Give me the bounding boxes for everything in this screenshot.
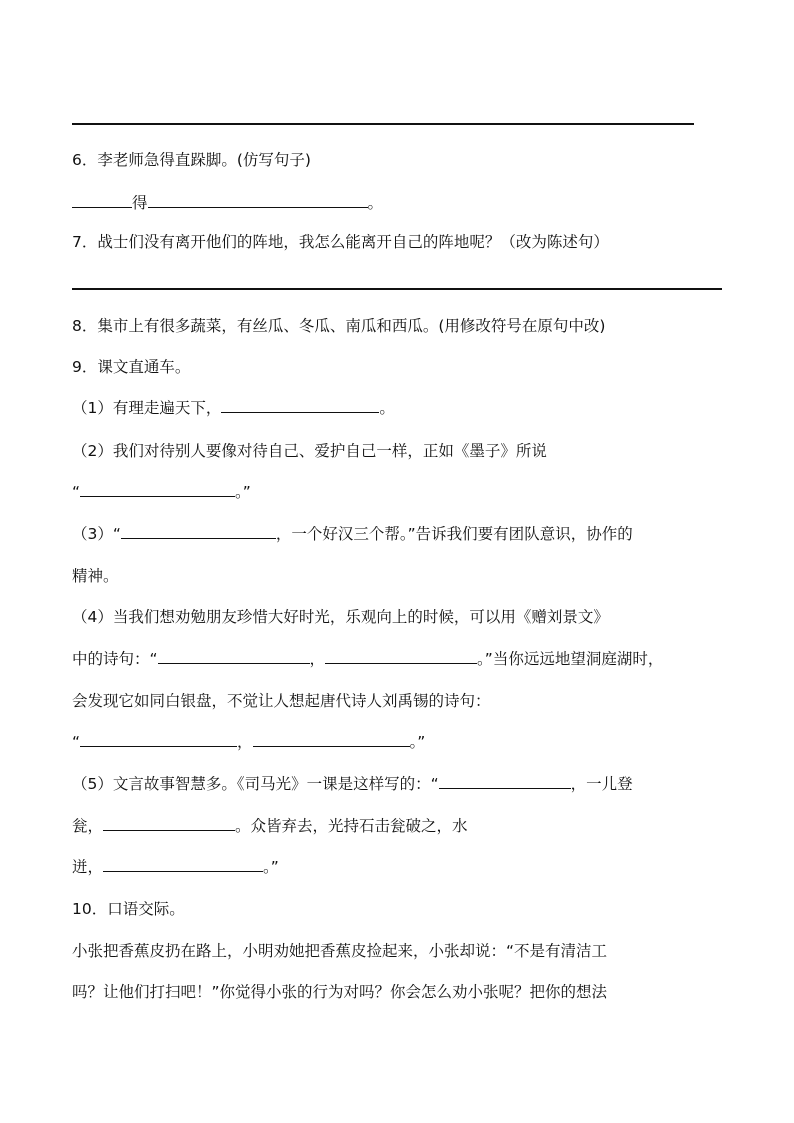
q9-s4-blank-3[interactable] — [80, 731, 237, 747]
q9-s2-blank[interactable] — [80, 481, 235, 497]
q9-s5-blank-1[interactable] — [439, 773, 571, 789]
q9-s3: （3）“ ，一个好汉三个帮。”告诉我们要有团队意识，协作的 — [72, 525, 633, 543]
q7-prompt: 7．战士们没有离开他们的阵地，我怎么能离开自己的阵地呢？（改为陈述句） — [72, 233, 609, 251]
answer-line-q5[interactable] — [72, 123, 694, 125]
q6-blank-2[interactable] — [148, 192, 368, 208]
q6-prompt: 6．李老师急得直跺脚。(仿写句子) — [72, 151, 311, 169]
q9-s4: （4）当我们想劝勉朋友珍惜大好时光，乐观向上的时候，可以用《赠刘景文》 — [72, 608, 609, 626]
q9-s3-blank[interactable] — [121, 523, 276, 539]
q9-s4-cont: 会发现它如同白银盘，不觉让人想起唐代诗人刘禹锡的诗句： — [72, 692, 491, 710]
q8-prompt: 8．集市上有很多蔬菜，有丝瓜、冬瓜、南瓜和西瓜。(用修改符号在原句中改) — [72, 317, 606, 335]
q9-s5: （5）文言故事智慧多。《司马光》一课是这样写的：“ ，一儿登 — [72, 775, 633, 793]
q9-s4-blank-2[interactable] — [325, 648, 477, 664]
q9-s2-fill: “ 。” — [72, 483, 251, 501]
q10-passage-line-2: 吗？让他们打扫吧！”你觉得小张的行为对吗？你会怎么劝小张呢？把你的想法 — [72, 983, 608, 1001]
q6-fill-line: 得 。 — [72, 192, 383, 214]
q9-s4-fill-2: “ ， 。” — [72, 733, 426, 751]
q9-s4-blank-4[interactable] — [253, 731, 410, 747]
q9-s2: （2）我们对待别人要像对待自己、爱护自己一样，正如《墨子》所说 — [72, 442, 547, 460]
q9-s5-cont-2: 迸， 。” — [72, 858, 279, 876]
q9-s5-cont: 瓮， 。众皆弃去，光持石击瓮破之，水 — [72, 817, 468, 835]
q9-s5-blank-3[interactable] — [103, 856, 263, 872]
q9-prompt: 9．课文直通车。 — [72, 358, 191, 376]
q9-s5-blank-2[interactable] — [103, 815, 235, 831]
q9-s4-blank-1[interactable] — [158, 648, 310, 664]
q9-s1: （1）有理走遍天下， 。 — [72, 399, 395, 417]
q9-s3-cont: 精神。 — [72, 567, 119, 585]
q6-blank-1[interactable] — [72, 192, 132, 208]
q9-s1-blank[interactable] — [221, 397, 379, 413]
q9-s4-fill: 中的诗句：“ ， 。”当你远远地望洞庭湖时， — [72, 650, 664, 668]
answer-line-q7[interactable] — [72, 288, 722, 290]
q10-prompt: 10．口语交际。 — [72, 900, 185, 918]
q10-passage-line-1: 小张把香蕉皮扔在路上，小明劝她把香蕉皮捡起来，小张却说：“不是有清洁工 — [72, 942, 608, 960]
